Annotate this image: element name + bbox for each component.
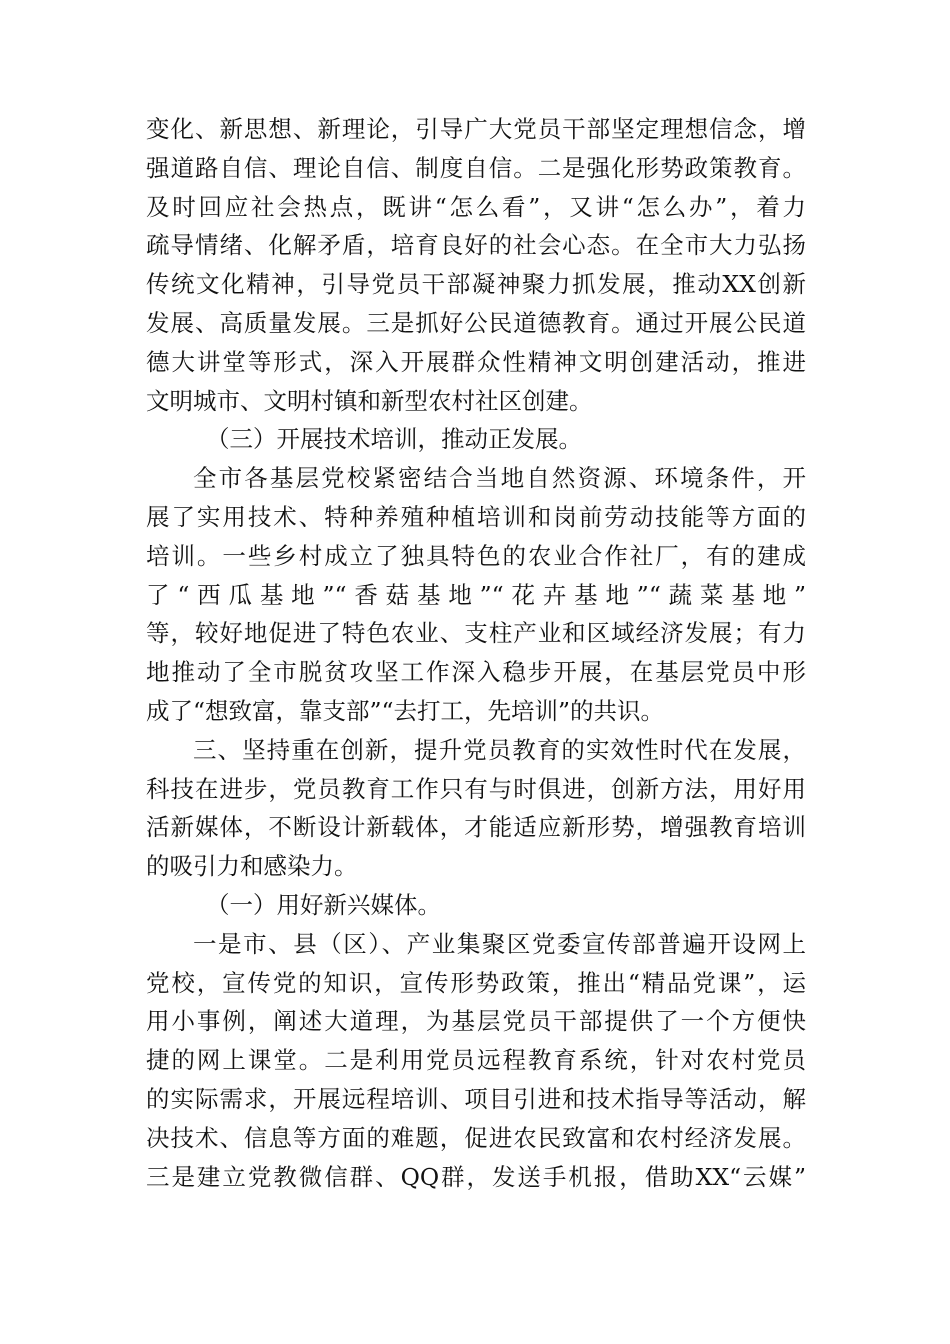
text-line: 决技术、信息等方面的难题，促进农民致富和农村经济发展。 [146,1123,806,1152]
text-line: 活新媒体，不断设计新载体，才能适应新形势，增强教育培训 [146,813,806,842]
text-line: 的吸引力和感染力。 [146,852,358,881]
text-line: 党校，宣传党的知识，宣传形势政策，推出“精品党课”，运 [146,968,806,997]
text-line: 德大讲堂等形式，深入开展群众性精神文明创建活动，推进 [146,347,806,376]
section-heading: （一）用好新兴媒体。 [206,890,441,919]
text-line: 变化、新思想、新理论，引导广大党员干部坚定理想信念，增 [146,115,806,143]
section-heading: 三、坚持重在创新，提升党员教育的实效性时代在发展， [193,735,806,764]
text-line: 的实际需求，开展远程培训、项目引进和技术指导等活动，解 [146,1084,806,1113]
text-line: 发展、高质量发展。三是抓好公民道德教育。通过开展公民道 [146,308,806,337]
text-line: 用小事例，阐述大道理，为基层党员干部提供了一个方便快 [146,1007,806,1036]
text-line: 捷的网上课堂。二是利用党员远程教育系统，针对农村党员 [146,1046,806,1075]
text-line: 强道路自信、理论自信、制度自信。二是强化形势政策教育。 [146,153,806,182]
text-line: 及时回应社会热点，既讲“怎么看”，又讲“怎么办”，着力 [146,192,806,221]
text-line: 等，较好地促进了特色农业、支柱产业和区域经济发展；有力 [146,619,806,648]
text-line: 了“西瓜基地”“香菇基地”“花卉基地”“蔬菜基地” [146,580,806,609]
text-line: 培训。一些乡村成立了独具特色的农业合作社厂，有的建成 [146,541,806,570]
text-line: 三是建立党教微信群、QQ群，发送手机报，借助XX“云媒” [146,1162,806,1191]
text-line: 成了“想致富，靠支部”“去打工，先培训”的共识。 [146,696,665,725]
text-line: 展了实用技术、特种养殖种植培训和岗前劳动技能等方面的 [146,502,806,531]
text-line: 科技在进步，党员教育工作只有与时俱进，创新方法，用好用 [146,774,806,803]
text-line: 一是市、县（区）、产业集聚区党委宣传部普遍开设网上 [193,929,806,958]
text-line: 传统文化精神，引导党员干部凝神聚力抓发展，推动XX创新 [146,270,806,299]
text-line: 全市各基层党校紧密结合当地自然资源、环境条件，开 [193,464,806,493]
body-text [146,110,806,1196]
text-line: 文明城市、文明村镇和新型农村社区创建。 [146,386,593,415]
text-line: 地推动了全市脱贫攻坚工作深入稳步开展，在基层党员中形 [146,658,806,687]
text-line: 疏导情绪、化解矛盾，培育良好的社会心态。在全市大力弘扬 [146,231,806,260]
section-heading: （三）开展技术培训，推动正发展。 [206,425,582,454]
